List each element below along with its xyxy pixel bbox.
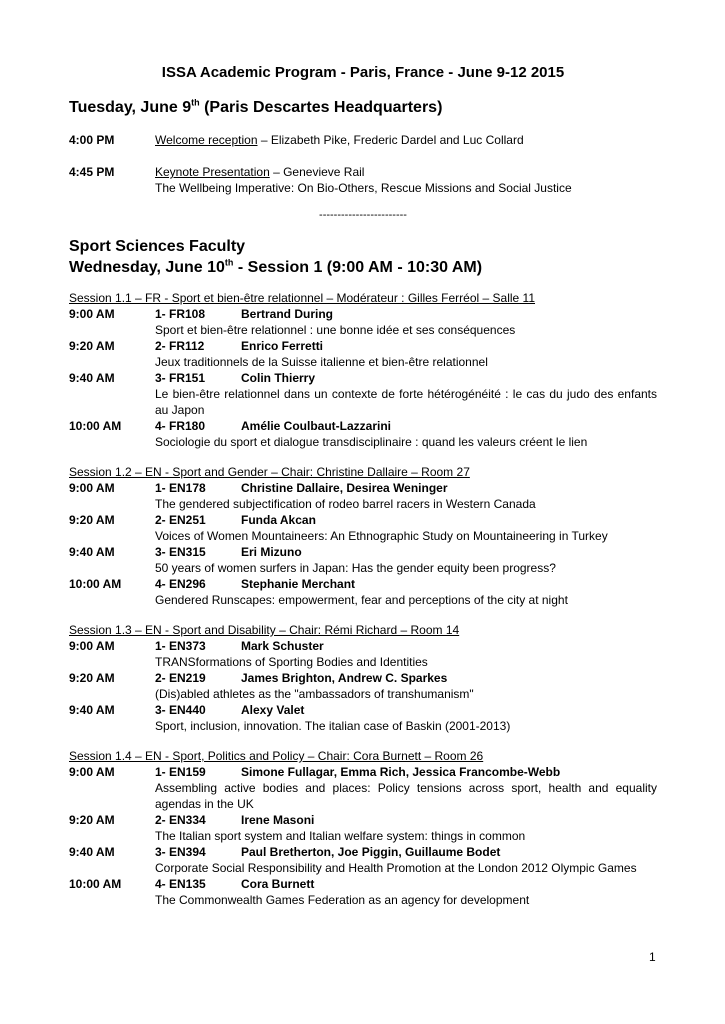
paper-authors: Amélie Coulbaut-Lazzarini bbox=[241, 419, 392, 433]
paper-row bbox=[69, 764, 657, 780]
session-header: Session 1.2 – EN - Sport and Gender – Chair: Christine Dallaire – Room 27 bbox=[69, 465, 470, 479]
event-link[interactable]: Keynote Presentation bbox=[155, 165, 270, 179]
paper-title: Voices of Women Mountaineers: An Ethnographic Study on Mountaineering in Turkey bbox=[155, 529, 608, 543]
paper-code: 3- FR151 bbox=[155, 371, 206, 385]
paper-time: 9:20 AM bbox=[69, 513, 115, 527]
paper-authors: James Brighton, Andrew C. Sparkes bbox=[241, 671, 448, 685]
paper-title: Le bien-être relationnel dans un contexte de forte hétérogénéité : le cas du judo des enfants au Japon bbox=[155, 387, 657, 417]
paper-time: 9:40 AM bbox=[69, 703, 115, 717]
paper-authors: Eri Mizuno bbox=[241, 545, 302, 559]
paper-authors: Paul Bretherton, Joe Piggin, Guillaume Bodet bbox=[241, 845, 501, 859]
paper-authors: Funda Akcan bbox=[241, 513, 316, 527]
page-number: 1 bbox=[649, 950, 656, 964]
paper-code: 3- EN440 bbox=[155, 703, 206, 717]
document-title: ISSA Academic Program - Paris, France - June 9-12 2015 bbox=[161, 64, 565, 81]
event-time: 4:00 PM bbox=[69, 133, 115, 147]
paper-row bbox=[69, 306, 657, 322]
paper-code: 2- FR112 bbox=[155, 339, 205, 353]
paper-time: 9:40 AM bbox=[69, 371, 115, 385]
faculty-heading: Sport Sciences Faculty bbox=[69, 238, 246, 255]
paper-code: 1- EN159 bbox=[155, 765, 206, 779]
document-page bbox=[69, 64, 657, 922]
event-speakers: – Genevieve Rail bbox=[269, 165, 365, 179]
paper-time: 9:20 AM bbox=[69, 339, 115, 353]
paper-row bbox=[69, 418, 657, 434]
day2-heading-session: - Session 1 (9:00 AM - 10:30 AM) bbox=[233, 259, 483, 276]
paper-code: 1- EN373 bbox=[155, 639, 206, 653]
paper-title: Sport et bien-être relationnel : une bonne idée et ses conséquences bbox=[155, 323, 516, 337]
event-subtitle: The Wellbeing Imperative: On Bio-Others, Rescue Missions and Social Justice bbox=[155, 181, 572, 195]
sessions-list bbox=[69, 290, 657, 908]
paper-title: 50 years of women surfers in Japan: Has the gender equity been progress? bbox=[155, 561, 556, 575]
paper-time: 9:00 AM bbox=[69, 765, 115, 779]
paper-time: 9:00 AM bbox=[69, 481, 115, 495]
day1-events bbox=[69, 132, 657, 196]
paper-authors: Stephanie Merchant bbox=[241, 577, 356, 591]
paper-row bbox=[69, 512, 657, 528]
paper-time: 9:20 AM bbox=[69, 671, 115, 685]
paper-code: 3- EN394 bbox=[155, 845, 206, 859]
paper-title: The Commonwealth Games Federation as an agency for development bbox=[155, 893, 530, 907]
day2-heading-date: Wednesday, June 10 bbox=[69, 259, 225, 276]
paper-row bbox=[69, 638, 657, 654]
session-block bbox=[69, 622, 657, 734]
day1-heading-date: Tuesday, June 9 bbox=[69, 99, 192, 116]
paper-code: 4- EN296 bbox=[155, 577, 206, 591]
paper-authors: Cora Burnett bbox=[241, 877, 315, 891]
session-header: Session 1.3 – EN - Sport and Disability – Chair: Rémi Richard – Room 14 bbox=[69, 623, 460, 637]
paper-time: 9:40 AM bbox=[69, 845, 115, 859]
paper-row bbox=[69, 338, 657, 354]
paper-title: The Italian sport system and Italian welfare system: things in common bbox=[155, 829, 526, 843]
paper-authors: Bertrand During bbox=[241, 307, 334, 321]
paper-title: Gendered Runscapes: empowerment, fear and perceptions of the city at night bbox=[155, 593, 568, 607]
paper-time: 9:00 AM bbox=[69, 307, 115, 321]
paper-code: 2- EN334 bbox=[155, 813, 206, 827]
paper-title: Jeux traditionnels de la Suisse italienne et bien-être relationnel bbox=[155, 355, 488, 369]
session-block bbox=[69, 748, 657, 908]
paper-authors: Mark Schuster bbox=[241, 639, 324, 653]
paper-row bbox=[69, 480, 657, 496]
paper-code: 4- FR180 bbox=[155, 419, 206, 433]
paper-authors: Irene Masoni bbox=[241, 813, 315, 827]
paper-title: TRANSformations of Sporting Bodies and Identities bbox=[155, 655, 428, 669]
paper-code: 1- EN178 bbox=[155, 481, 206, 495]
paper-row bbox=[69, 370, 657, 386]
paper-authors: Alexy Valet bbox=[241, 703, 305, 717]
paper-row bbox=[69, 812, 657, 828]
paper-row bbox=[69, 844, 657, 860]
event-line bbox=[155, 132, 657, 148]
event-link[interactable]: Welcome reception bbox=[155, 133, 258, 147]
paper-row bbox=[69, 702, 657, 718]
event-row bbox=[69, 132, 657, 148]
paper-row bbox=[69, 576, 657, 592]
event-content bbox=[155, 164, 657, 196]
paper-time: 10:00 AM bbox=[69, 419, 122, 433]
event-speakers: – Elizabeth Pike, Frederic Dardel and Luc Collard bbox=[257, 133, 524, 147]
paper-title: The gendered subjectification of rodeo barrel racers in Western Canada bbox=[155, 497, 536, 511]
paper-time: 10:00 AM bbox=[69, 877, 122, 891]
session-block bbox=[69, 290, 657, 450]
day2-heading bbox=[69, 257, 657, 278]
paper-code: 1- FR108 bbox=[155, 307, 206, 321]
paper-row bbox=[69, 544, 657, 560]
session-block bbox=[69, 464, 657, 608]
paper-row bbox=[69, 670, 657, 686]
event-time: 4:45 PM bbox=[69, 165, 115, 179]
paper-authors: Colin Thierry bbox=[241, 371, 316, 385]
paper-time: 9:20 AM bbox=[69, 813, 115, 827]
paper-code: 2- EN251 bbox=[155, 513, 206, 527]
day1-heading-venue: (Paris Descartes Headquarters) bbox=[199, 99, 443, 116]
paper-title: Assembling active bodies and places: Policy tensions across sport, health and equality agendas in the UK bbox=[155, 781, 657, 811]
divider: ------------------------ bbox=[319, 209, 407, 221]
day2-heading-sup: th bbox=[224, 257, 234, 268]
paper-code: 2- EN219 bbox=[155, 671, 206, 685]
session-header: Session 1.1 – FR - Sport et bien-être relationnel – Modérateur : Gilles Ferréol – Salle 11 bbox=[69, 291, 536, 305]
paper-title: Sociologie du sport et dialogue transdisciplinaire : quand les valeurs créent le lien bbox=[155, 435, 588, 449]
paper-authors: Christine Dallaire, Desirea Weninger bbox=[241, 481, 448, 495]
paper-time: 9:40 AM bbox=[69, 545, 115, 559]
paper-authors: Enrico Ferretti bbox=[241, 339, 324, 353]
day1-heading bbox=[69, 97, 657, 118]
session-header: Session 1.4 – EN - Sport, Politics and Policy – Chair: Cora Burnett – Room 26 bbox=[69, 749, 484, 763]
paper-title: Sport, inclusion, innovation. The italian case of Baskin (2001-2013) bbox=[155, 719, 511, 733]
event-content bbox=[155, 132, 657, 148]
paper-title: Corporate Social Responsibility and Health Promotion at the London 2012 Olympic Games bbox=[155, 861, 637, 875]
paper-time: 10:00 AM bbox=[69, 577, 122, 591]
paper-code: 3- EN315 bbox=[155, 545, 206, 559]
paper-time: 9:00 AM bbox=[69, 639, 115, 653]
event-line bbox=[155, 164, 657, 180]
paper-authors: Simone Fullagar, Emma Rich, Jessica Francombe-Webb bbox=[241, 765, 561, 779]
paper-code: 4- EN135 bbox=[155, 877, 206, 891]
day1-heading-sup: th bbox=[191, 97, 200, 108]
paper-title: (Dis)abled athletes as the "ambassadors of transhumanism" bbox=[155, 687, 474, 701]
event-row bbox=[69, 164, 657, 196]
paper-row bbox=[69, 876, 657, 892]
